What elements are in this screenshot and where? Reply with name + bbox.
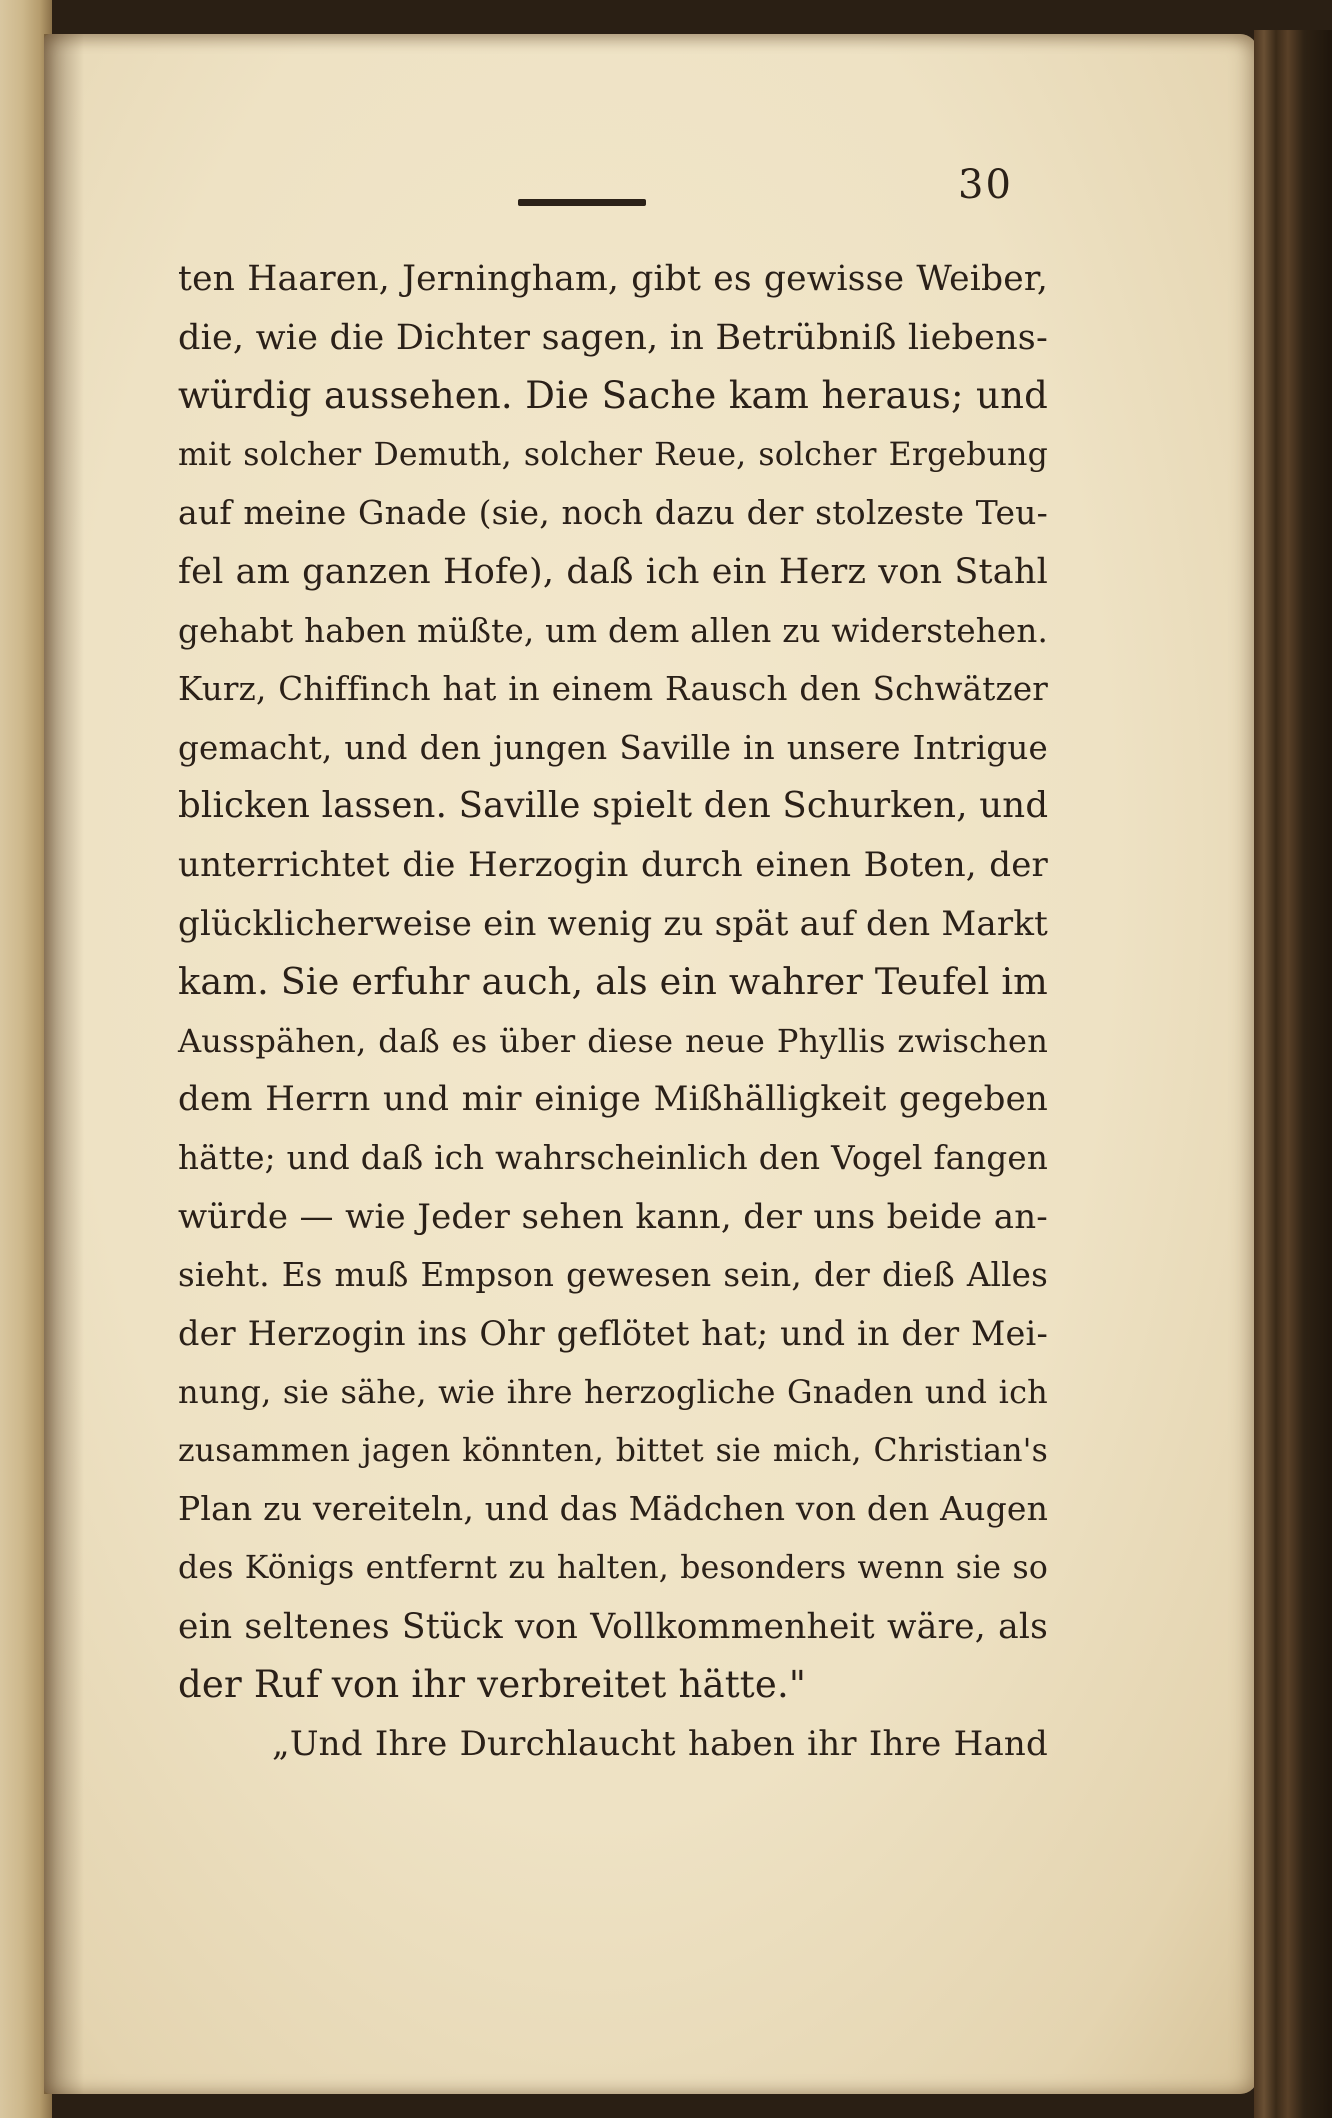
- text-line: sieht. Es muß Empson gewesen sein, der dieß Alles: [178, 1256, 1048, 1295]
- text-line: kam. Sie erfuhr auch, als ein wahrer Teufel im: [178, 960, 1048, 1004]
- text-line: Ausspähen, daß es über diese neue Phyllis zwischen: [178, 1021, 1048, 1060]
- text-line: blicken lassen. Saville spielt den Schurken, und: [178, 785, 1049, 827]
- text-line: gemacht, und den jungen Saville in unsere Intrigue: [178, 728, 1048, 767]
- text-line: fel am ganzen Hofe), daß ich ein Herz von Stahl: [178, 551, 1048, 592]
- book-cover-edge: [1254, 30, 1332, 2118]
- text-line: auf meine Gnade (sie, noch dazu der stolzeste Teu-: [178, 493, 1048, 533]
- text-line: mit solcher Demuth, solcher Reue, solcher Ergebung: [178, 436, 1048, 473]
- text-line: dem Herrn und mir einige Mißhälligkeit gegeben: [178, 1079, 1048, 1120]
- text-line: der Ruf von ihr verbreitet hätte.": [178, 1663, 807, 1707]
- text-line: ten Haaren, Jerningham, gibt es gewisse Weiber,: [178, 259, 1048, 299]
- text-line: ein seltenes Stück von Vollkommenheit wäre, als: [178, 1606, 1048, 1647]
- text-line: „Und Ihre Durchlaucht haben ihr Ihre Hand: [272, 1723, 1048, 1764]
- text-line: Kurz, Chiffinch hat in einem Rausch den Schwätzer: [178, 670, 1048, 709]
- header-rule: [518, 199, 646, 206]
- body-text: [178, 250, 1048, 1773]
- text-line: die, wie die Dichter sagen, in Betrübniß liebens-: [178, 317, 1048, 358]
- page-number: 30: [958, 162, 1013, 208]
- text-line: der Herzogin ins Ohr geflötet hat; und in der Mei-: [178, 1313, 1048, 1353]
- text-line: würde — wie Jeder sehen kann, der uns beide an-: [178, 1196, 1048, 1237]
- text-line: zusammen jagen könnten, bittet sie mich, Christian's: [178, 1432, 1048, 1469]
- text-line: Plan zu vereiteln, und das Mädchen von den Augen: [178, 1489, 1049, 1529]
- text-line: glücklicherweise ein wenig zu spät auf den Markt: [178, 903, 1048, 944]
- text-line: hätte; und daß ich wahrscheinlich den Vogel fangen: [178, 1138, 1048, 1177]
- text-line: gehabt haben müßte, um dem allen zu widerstehen.: [178, 611, 1048, 650]
- text-line: des Königs entfernt zu halten, besonders wenn sie so: [178, 1550, 1048, 1587]
- text-line: würdig aussehen. Die Sache kam heraus; und: [178, 374, 1048, 418]
- text-line: unterrichtet die Herzogin durch einen Boten, der: [178, 844, 1048, 885]
- text-line: nung, sie sähe, wie ihre herzogliche Gnaden und ich: [178, 1373, 1048, 1412]
